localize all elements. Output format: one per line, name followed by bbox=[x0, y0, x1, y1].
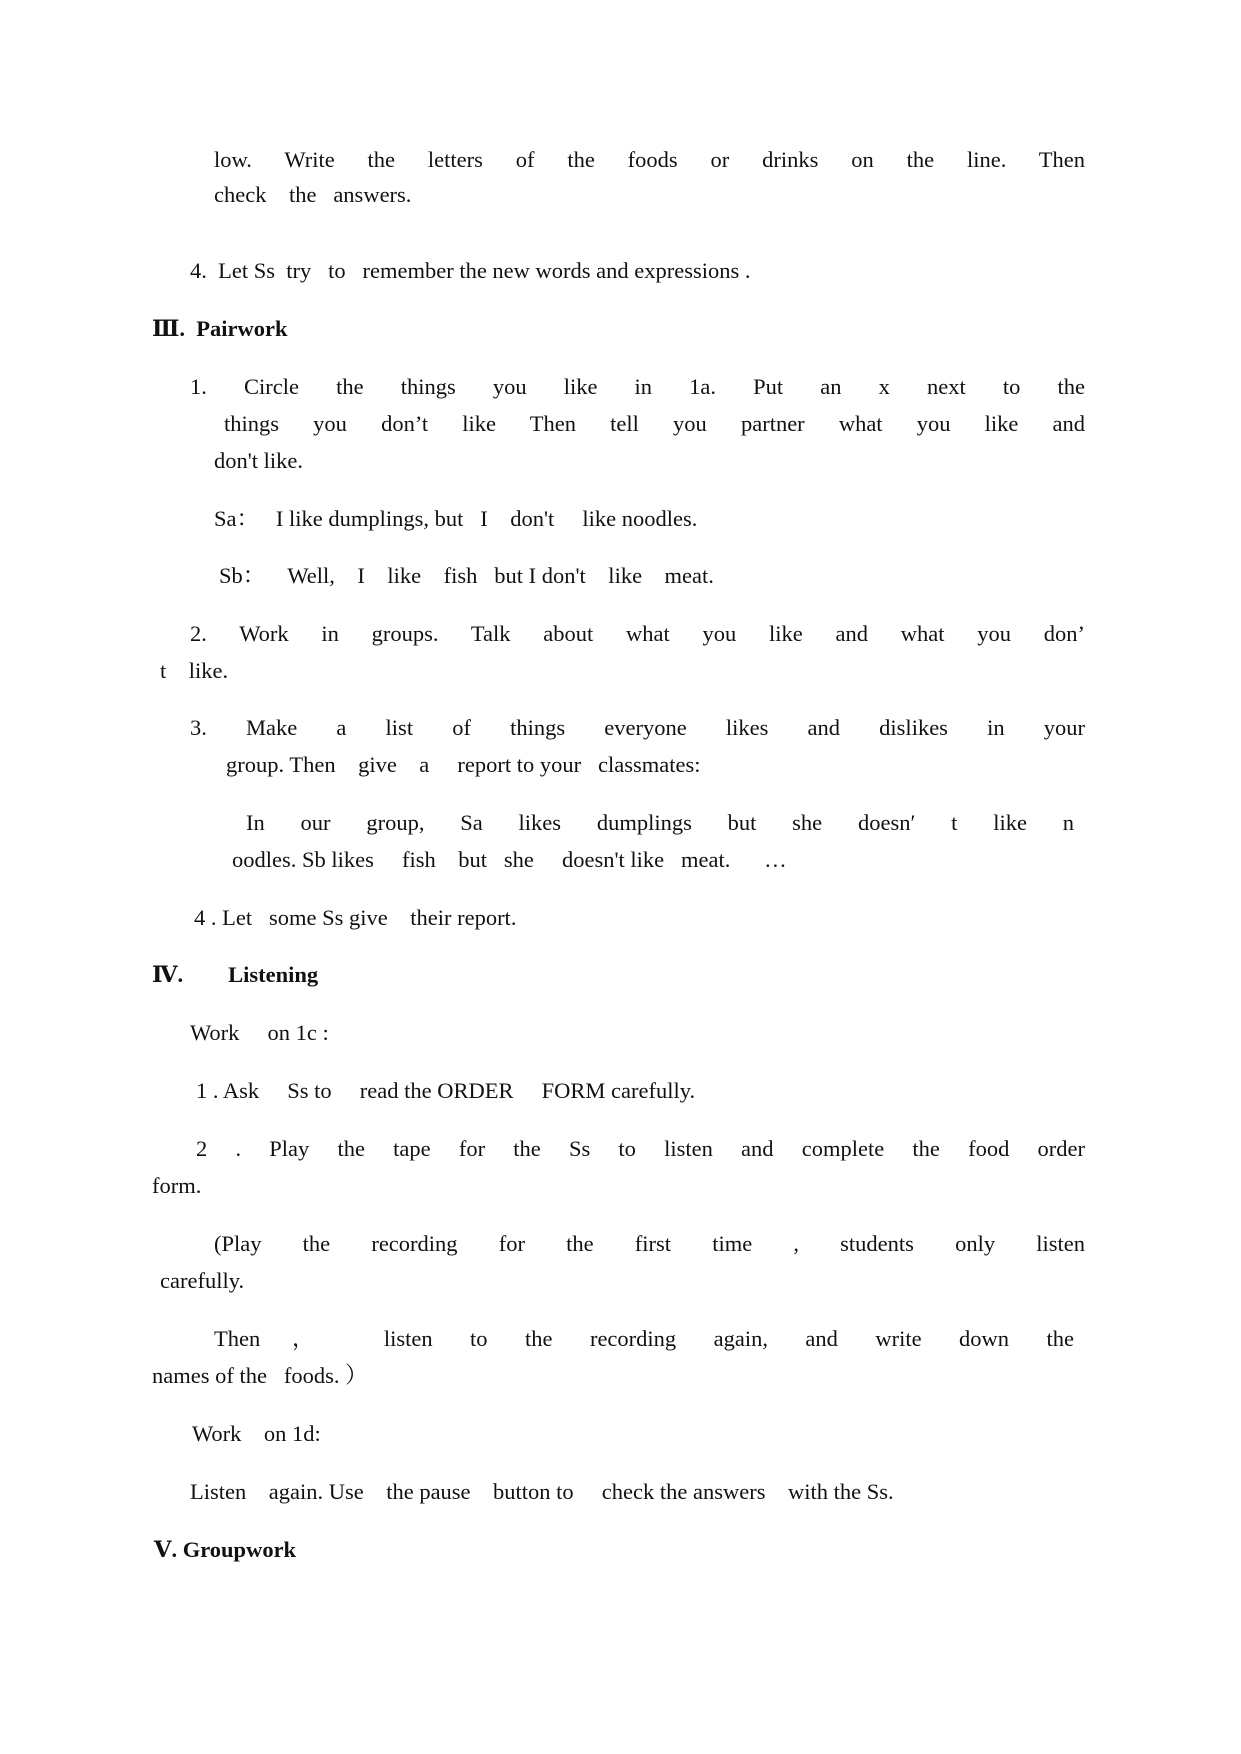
text-line: In our group, Sa likes dumplings but she doesn′ t like n bbox=[246, 810, 1074, 835]
text-line: 1 . Ask Ss to read the ORDER FORM carefully. bbox=[196, 1078, 696, 1103]
text-line: (Play the recording for the first time , students only listen bbox=[214, 1231, 1085, 1256]
section-heading: Ⅴ. Groupwork bbox=[154, 1537, 297, 1562]
text-line: Work on 1d: bbox=[192, 1421, 321, 1446]
text-line: low. Write the letters of the foods or drinks on the line. Then bbox=[214, 147, 1085, 172]
text-line: 4. Let Ss try to remember the new words and expressions . bbox=[190, 258, 751, 283]
section-heading: Ⅲ. Pairwork bbox=[152, 316, 288, 341]
text-line: oodles. Sb likes fish but she doesn't like meat. … bbox=[232, 847, 787, 872]
text-line: Sa： I like dumplings, but I don't like noodles. bbox=[214, 506, 698, 531]
text-line: 1. Circle the things you like in 1a. Put an x next to the bbox=[190, 374, 1085, 399]
text-line: group. Then give a report to your classmates: bbox=[226, 752, 701, 777]
text-line: t like. bbox=[160, 658, 229, 683]
text-line: Sb： Well, I like fish but I don't like meat. bbox=[219, 563, 714, 588]
text-line: 2. Work in groups. Talk about what you like and what you don’ bbox=[190, 621, 1085, 646]
text-line: Work on 1c : bbox=[190, 1020, 329, 1045]
text-line: 4 . Let some Ss give their report. bbox=[194, 905, 517, 930]
text-line: don't like. bbox=[214, 448, 304, 473]
text-line: Then， listen to the recording again, and write down the bbox=[214, 1326, 1074, 1351]
text-line: Listen again. Use the pause button to check the answers with the Ss. bbox=[190, 1479, 894, 1504]
text-line: names of the foods. ） bbox=[152, 1363, 368, 1388]
text-line: carefully. bbox=[160, 1268, 245, 1293]
text-line: 2 . Play the tape for the Ss to listen and complete the food order bbox=[196, 1136, 1085, 1161]
text-line: things you don’t like Then tell you partner what you like and bbox=[224, 411, 1085, 436]
text-line: check the answers. bbox=[214, 182, 412, 207]
section-heading: Ⅳ. Listening bbox=[152, 962, 319, 987]
text-line: 3. Make a list of things everyone likes and dislikes in your bbox=[190, 715, 1085, 740]
text-line: form. bbox=[152, 1173, 202, 1198]
